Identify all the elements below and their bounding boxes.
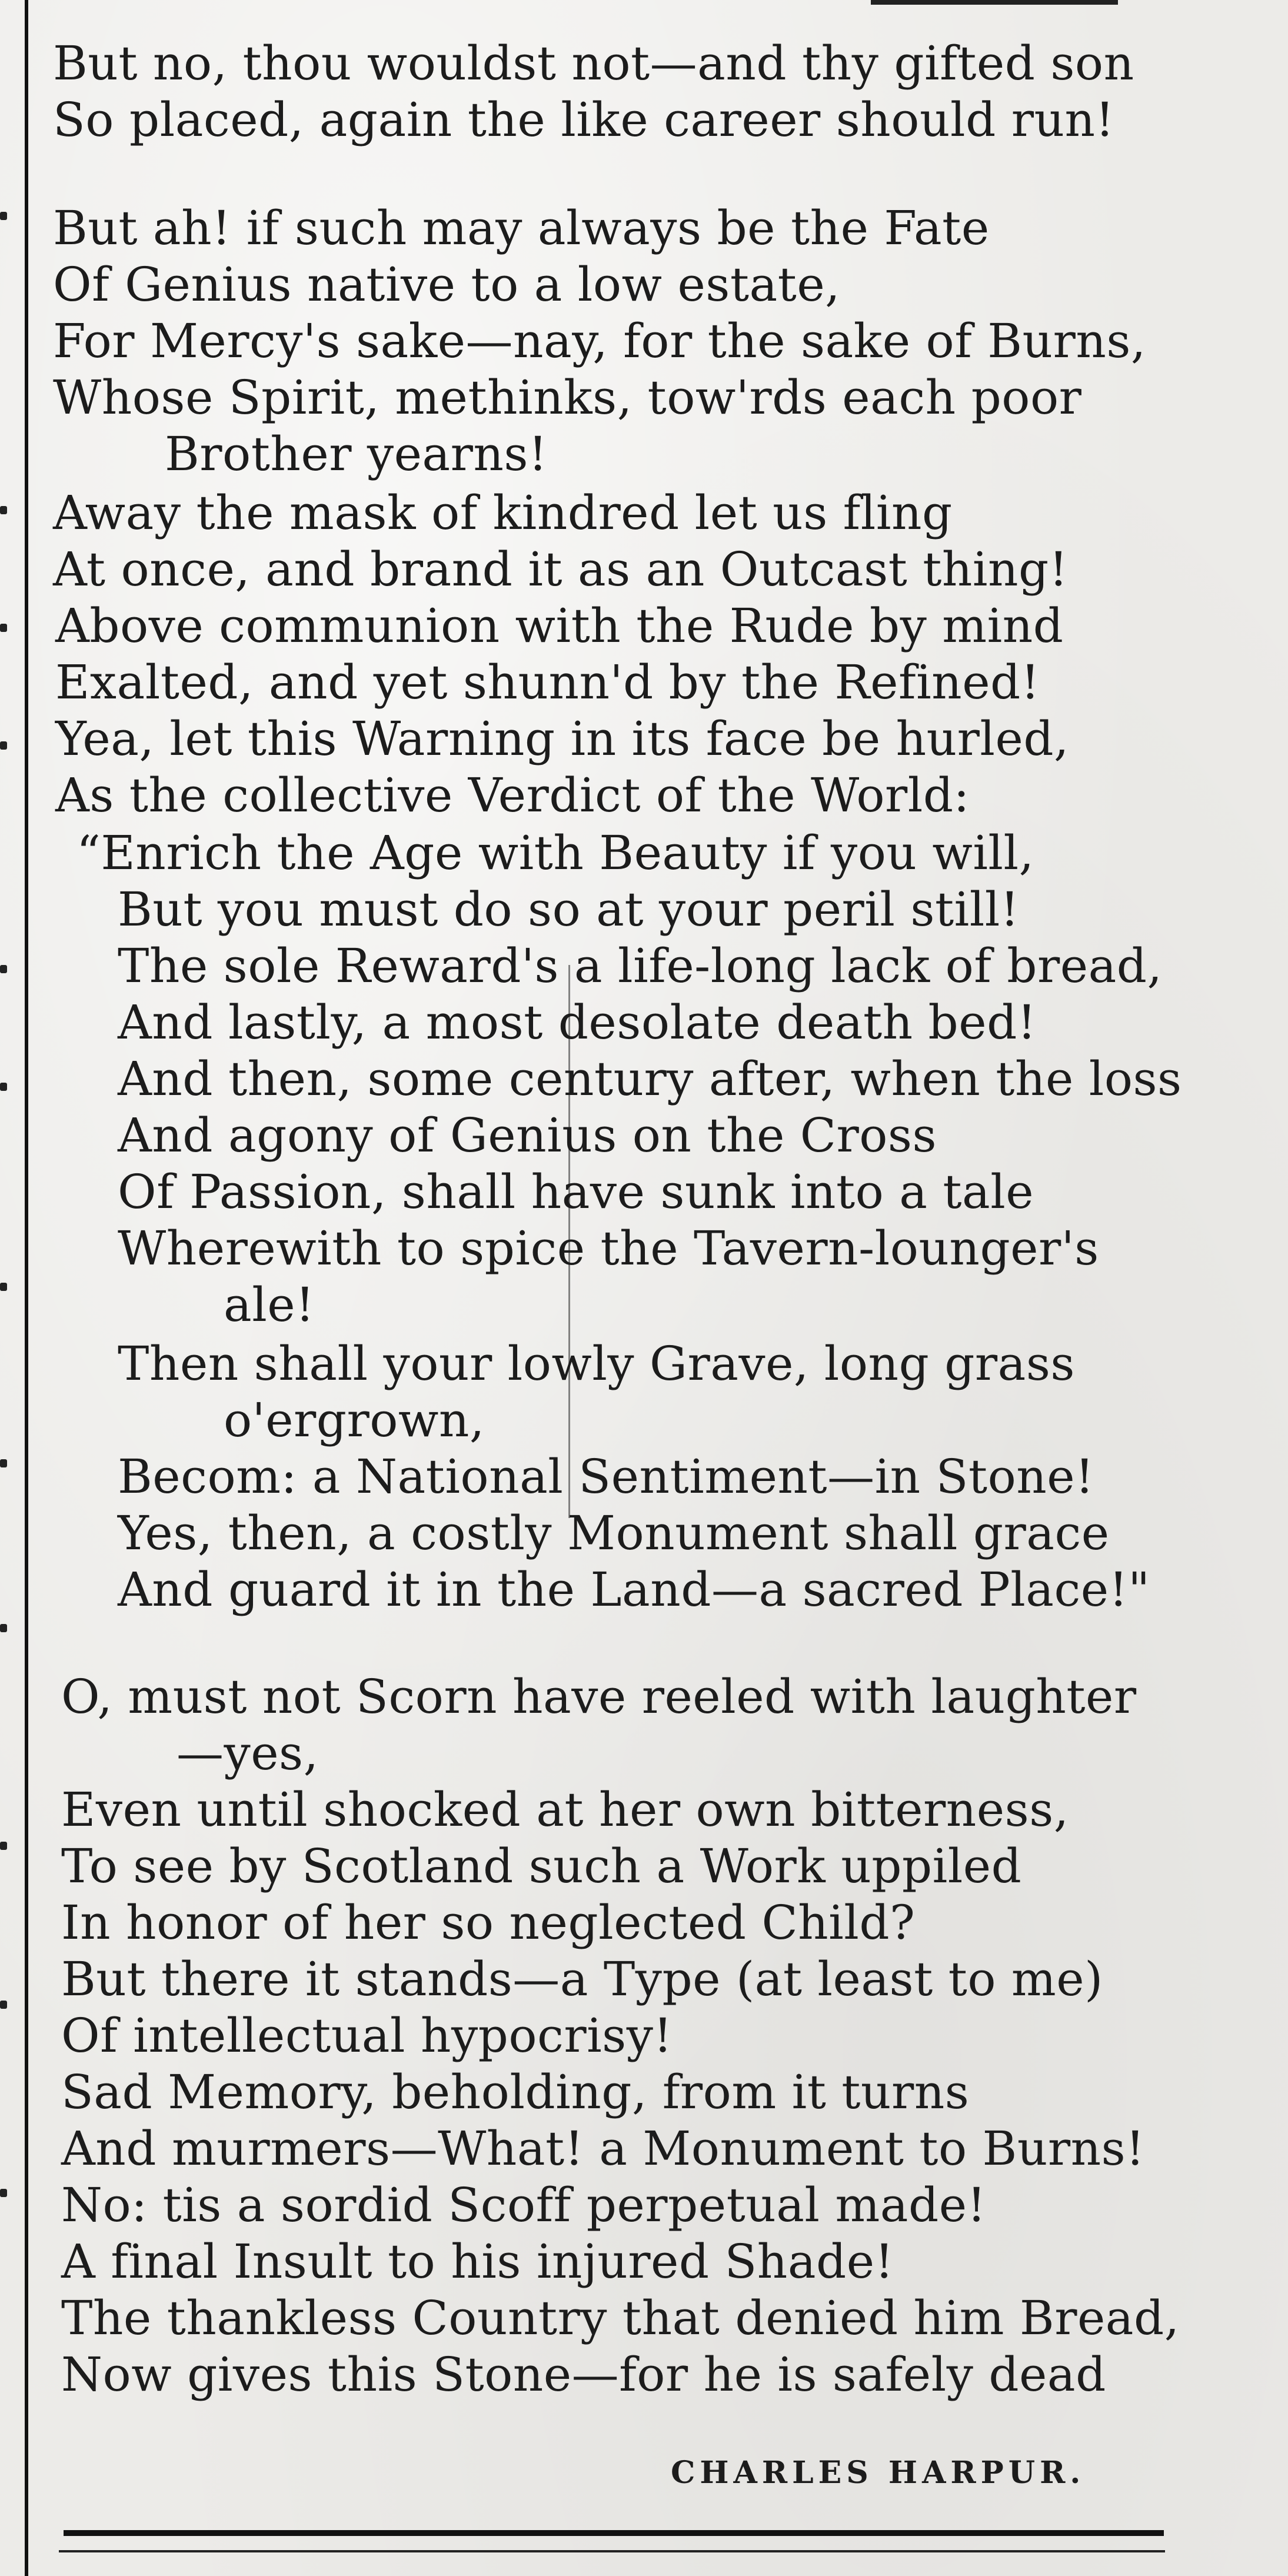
poem-line: “Enrich the Age with Beauty if you will, (76, 826, 1034, 880)
poem-line: And agony of Genius on the Cross (118, 1108, 937, 1163)
poem-line: As the collective Verdict of the World: (55, 768, 970, 823)
poem-line: Brother yearns! (165, 427, 548, 481)
margin-speck (0, 624, 7, 632)
poem-line: And murmers—What! a Monument to Burns! (61, 2121, 1145, 2176)
poem-line: Even until shocked at her own bitterness, (61, 1782, 1069, 1837)
poem-line: No: tis a sordid Scoff perpetual made! (61, 2178, 987, 2232)
poem-line: o'ergrown, (224, 1393, 485, 1447)
poem-line: Sad Memory, beholding, from it turns (61, 2065, 970, 2119)
margin-speck (0, 1842, 7, 1850)
poem-line: In honor of her so neglected Child? (61, 1895, 916, 1950)
poem-line: So placed, again the like career should run! (53, 92, 1115, 147)
poem-line: Of Passion, shall have sunk into a tale (118, 1164, 1034, 1219)
margin-speck (0, 1283, 7, 1291)
margin-speck (0, 1083, 7, 1091)
poem-line: The sole Reward's a life-long lack of bread, (118, 938, 1163, 993)
margin-speck (0, 965, 7, 973)
poem-line: But ah! if such may always be the Fate (53, 201, 990, 255)
poem-line: Wherewith to spice the Tavern-lounger's (118, 1221, 1099, 1276)
left-column-rule (25, 0, 28, 2576)
poem-line: Away the mask of kindred let us fling (53, 485, 953, 540)
poem-line: Of intellectual hypocrisy! (61, 2008, 673, 2063)
poem-line: At once, and brand it as an Outcast thing! (53, 542, 1069, 597)
poem-line: Exalted, and yet shunn'd by the Refined! (55, 655, 1040, 710)
poem-line: And then, some century after, when the loss (118, 1051, 1182, 1106)
poem-line: Whose Spirit, methinks, tow'rds each poor (53, 370, 1082, 425)
margin-speck (0, 741, 7, 750)
poem-line: The thankless Country that denied him Bread, (61, 2291, 1180, 2345)
margin-speck (0, 1624, 7, 1632)
poem-line: Of Genius native to a low estate, (53, 257, 841, 312)
poem-line: And guard it in the Land—a sacred Place!" (118, 1562, 1150, 1617)
poem-line: But there it stands—a Type (at least to me) (61, 1952, 1103, 2006)
bottom-rule-thin (59, 2550, 1165, 2552)
poem-line: And lastly, a most desolate death bed! (118, 995, 1037, 1050)
poem-line: Now gives this Stone—for he is safely dead (61, 2347, 1106, 2402)
poem-line: —yes, (177, 1726, 319, 1780)
poem-line: For Mercy's sake—nay, for the sake of Burns, (53, 314, 1146, 368)
poem-line: But no, thou wouldst not—and thy gifted son (53, 36, 1134, 91)
top-column-rule (871, 0, 1118, 5)
poem-line: But you must do so at your peril still! (118, 882, 1020, 937)
margin-speck (0, 212, 7, 220)
poem-line: O, must not Scorn have reeled with laughter (61, 1669, 1137, 1724)
poem-line: A final Insult to his injured Shade! (61, 2234, 894, 2289)
margin-speck (0, 506, 7, 514)
bottom-rule-thick (64, 2530, 1164, 2536)
poem-line: ale! (224, 1277, 315, 1332)
poem-line: To see by Scotland such a Work uppiled (61, 1839, 1022, 1893)
author-signature: CHARLES HARPUR. (671, 2455, 1086, 2491)
margin-speck (0, 2001, 7, 2009)
margin-speck (0, 2189, 7, 2197)
poem-line: Yes, then, a costly Monument shall grace (118, 1506, 1110, 1560)
poem-line: Yea, let this Warning in its face be hurled, (55, 711, 1069, 766)
poem-line: Above communion with the Rude by mind (55, 598, 1064, 653)
poem-line: Then shall your lowly Grave, long grass (118, 1336, 1075, 1391)
margin-speck (0, 1459, 7, 1467)
poem-line: Becom: a National Sentiment—in Stone! (118, 1449, 1094, 1504)
